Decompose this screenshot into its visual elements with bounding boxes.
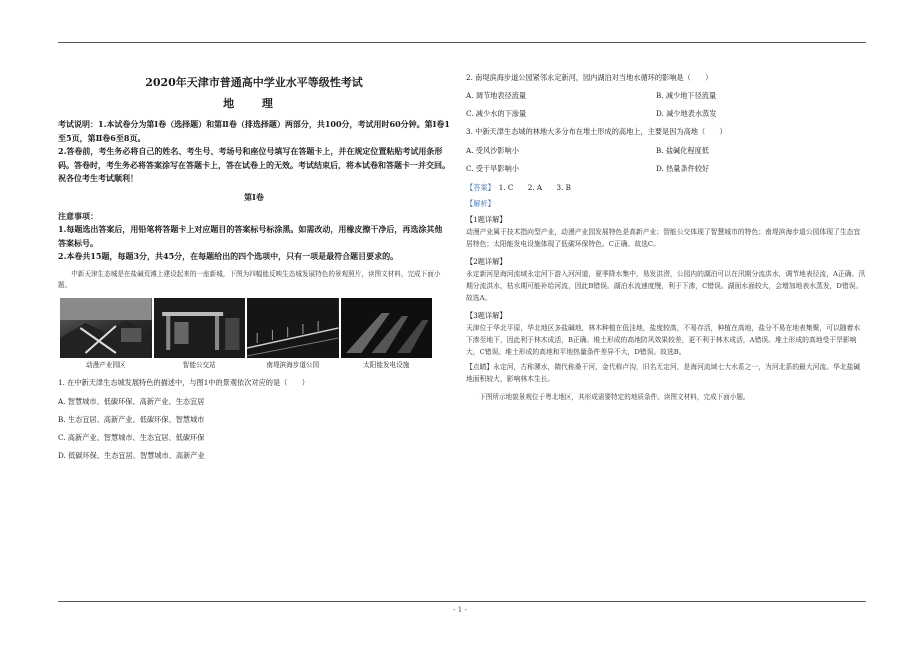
header-rule xyxy=(58,42,866,43)
analysis-3-text: 天津位于华北平原，华北地区多盐碱地，林木种植在低洼地，盐度较高，不易存活，种植在高地，盐分不易在地表集聚，可以随着水下渗至地下，因此利于林木成活，B正确。堆土形成的高地防风效果较差，更不利于林木成活，A错误。堆土形成的高地受干旱影响大，C错误。堆土形成的高地和平地热量条件差异不大，D错误。故选B。 xyxy=(466,324,861,356)
q1-stem: 1. 在中新天津生态城发展特色的描述中，与图1中的景观依次对应的是（ ） xyxy=(58,378,309,388)
analysis-2-heading: 【2题详解】 xyxy=(466,257,507,267)
question-intro: 中新天津生态城是在盐碱荒滩上建设起来的一座新城，下图为四幅能反映生态城发展特色的景观照片，读图文材料，完成下面小题。 xyxy=(58,270,441,289)
caption-1: 动漫产业园区 xyxy=(85,361,126,370)
caption-3: 南堤滨海步道公园 xyxy=(266,361,320,370)
footer-rule xyxy=(58,601,866,602)
part1-heading: 第Ⅰ卷 xyxy=(244,192,264,203)
q3-option-d: D. 热量条件较好 xyxy=(656,163,710,173)
notice-1: 1.每题选出答案后，用铅笔将答题卡上对应题目的答案标号标涂黑。如需改动，用橡皮擦干净后，再选涂其他答案标号。 xyxy=(58,224,443,248)
photo-solar-facility xyxy=(341,298,433,358)
right-column xyxy=(466,68,866,402)
analysis-1-text: 动漫产业属于技术指向型产业，动漫产业园发展特色是高新产业；智能公交体现了智慧城市的特色；南堤滨海步道公园体现了生态宜居特色；太阳能发电设施体现了低碳环保特色。C正确。故选C。 xyxy=(466,228,861,249)
instructions-3: 祝各位考生考试顺利！ xyxy=(58,173,138,184)
q3-options-row1 xyxy=(466,145,866,156)
q2-option-c: C. 减少水的下渗量 xyxy=(466,109,527,119)
q1-option-b: B. 生态宜居、高新产业、低碳环保、智慧城市 xyxy=(58,414,205,424)
instructions-2: 2.答卷前，考生务必将自己的姓名、考生号、考场号和座位号填写在答题卡上，并在规定位置粘贴考试用条形码。答卷时，考生务必将答案涂写在答题卡上，答在试卷上的无效。考试结束后，将本试卷和答题卡一并交回。 xyxy=(58,146,450,170)
caption-4: 太阳能发电设施 xyxy=(363,361,410,370)
analysis-3-heading: 【3题详解】 xyxy=(466,311,507,321)
q2-option-b: B. 减少地下径流量 xyxy=(656,91,717,101)
notice-heading: 注意事项： xyxy=(58,210,98,221)
q2-options-row1 xyxy=(466,90,866,101)
answer-line xyxy=(466,182,866,193)
analysis-1-heading: 【1题详解】 xyxy=(466,215,507,225)
instructions-1: 考试说明：1.本试卷分为第Ⅰ卷（选择题）和第Ⅱ卷（排选择题）两部分，共100分，考试用时60分钟。第Ⅰ卷1至5页，第Ⅱ卷6至8页。 xyxy=(58,119,450,143)
analysis-label: 【解析】 xyxy=(466,199,495,209)
q2-option-a: A. 调节地表径流量 xyxy=(466,91,527,101)
notice-2: 2.本卷共15题，每题3分，共45分，在每题给出的四个选项中，只有一项是最符合题目要求的。 xyxy=(58,251,399,262)
exam-subject: 地 理 xyxy=(223,97,285,111)
exam-title: 2020年天津市普通高中学业水平等级性考试 xyxy=(145,76,363,89)
analysis-2-text: 永定新河是海河流域永定河下游入河河道，夏季降水集中，易发洪涝，公园内的湖泊可以在汛期分流洪水，调节地表径流，A正确。汛期分流洪水，枯水期可能补给河流，因此B错误。湖泊水流速度慢，利于下渗，C错误。湖面水面较大，会增加地表水蒸发，D错误。故选A。 xyxy=(466,270,866,303)
q3-options-row2 xyxy=(466,163,866,174)
q3-option-a: A. 受风沙影响小 xyxy=(466,145,519,155)
q3-option-b: B. 盐碱化程度低 xyxy=(656,145,709,155)
left-column xyxy=(58,68,450,461)
photo-animation-park xyxy=(60,298,152,358)
q2-option-d: D. 减少地表水蒸发 xyxy=(656,109,717,119)
caption-2: 智能公交站 xyxy=(182,361,216,370)
q3-option-c: C. 受干旱影响小 xyxy=(466,163,519,173)
photo-smart-bus-stop xyxy=(154,298,246,358)
answer-values: 1. C 2. A 3. B xyxy=(498,182,571,192)
photo-coastal-walkway xyxy=(247,298,339,358)
analysis-note: 【点睛】永定河，古称漯水，隋代称桑干河，金代称卢沟，旧名无定河，是海河流域七大水系之一，为河北系的最大河流。华北盐碱地面积较大，影响林木生长。 xyxy=(466,362,861,383)
q1-option-a: A. 智慧城市、低碳环保、高新产业、生态宜居 xyxy=(58,396,205,406)
q1-option-c: C. 高新产业、智慧城市、生态宜居、低碳环保 xyxy=(58,432,205,442)
q3-stem: 3. 中新天津生态城的林地大多分布在堆土形成的高地上，主要是因为高地（ ） xyxy=(466,127,727,137)
q1-option-d: D. 低碳环保、生态宜居、智慧城市、高新产业 xyxy=(58,450,205,460)
photo-strip xyxy=(60,298,432,358)
answer-label: 【答案】 xyxy=(466,182,495,192)
q2-options-row2 xyxy=(466,108,866,119)
q2-stem: 2. 南堤滨海步道公园紧邻永定新河，园内湖泊对当地水循环的影响是（ ） xyxy=(466,73,713,82)
photo-captions xyxy=(60,360,432,370)
next-question-intro: 下图所示地貌景观位于粤北地区，其形成需要特定的地质条件。读图文材料，完成下面小题。 xyxy=(479,392,750,401)
page-number: - 1 - xyxy=(453,606,467,614)
